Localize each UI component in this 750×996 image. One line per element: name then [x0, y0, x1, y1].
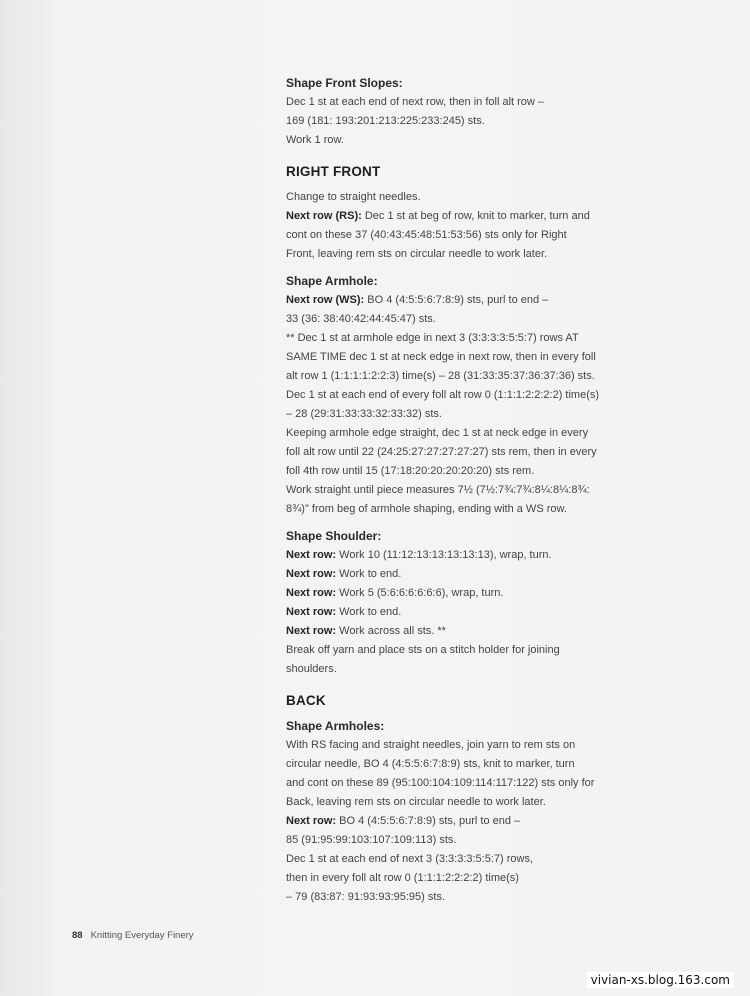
text-line: Work straight until piece measures 7½ (7½:7¾:7¾:8¼:8¼:8¾: — [286, 484, 590, 496]
book-title: Knitting Everyday Finery — [90, 930, 194, 941]
text-line — [286, 207, 686, 226]
text-line — [286, 603, 686, 622]
text-line: With RS facing and straight needles, join yarn to rem sts on — [286, 739, 576, 751]
row-text: Work 5 (5:6:6:6:6:6:6), wrap, turn. — [336, 587, 504, 599]
text-line — [286, 584, 686, 603]
row-text: BO 4 (4:5:5:6:7:8:9) sts, purl to end – — [336, 815, 521, 827]
text-line — [286, 546, 686, 565]
row-text: Work 10 (11:12:13:13:13:13:13), wrap, turn. — [336, 549, 552, 561]
text-line: alt row 1 (1:1:1:1:2:2:3) time(s) – 28 (31:33:35:37:36:37:36) sts. — [286, 370, 595, 382]
text-line: 33 (36: 38:40:42:44:45:47) sts. — [286, 313, 436, 325]
text-line: Dec 1 st at each end of every foll alt row 0 (1:1:1:2:2:2:2) time(s) — [286, 389, 600, 401]
text-line: 169 (181: 193:201:213:225:233:245) sts. — [286, 115, 485, 127]
text-line: Keeping armhole edge straight, dec 1 st at neck edge in every — [286, 427, 589, 439]
text-line: and cont on these 89 (95:100:104:109:114:117:122) sts only for — [286, 777, 595, 789]
heading-shape-front-slopes: Shape Front Slopes: — [286, 76, 403, 90]
text-line: – 79 (83:87: 91:93:93:95:95) sts. — [286, 891, 446, 903]
page-footer — [72, 930, 194, 941]
text-line: SAME TIME dec 1 st at neck edge in next row, then in every foll — [286, 351, 596, 363]
row-text: Dec 1 st at beg of row, knit to marker, turn and — [361, 210, 590, 222]
heading-shape-shoulder: Shape Shoulder: — [286, 529, 382, 543]
text-line: Change to straight needles. — [286, 191, 421, 203]
text-line: foll 4th row until 15 (17:18:20:20:20:20:20) sts rem. — [286, 465, 535, 477]
text-line: 85 (91:95:99:103:107:109:113) sts. — [286, 834, 457, 846]
row-text: Work across all sts. ** — [336, 625, 446, 637]
heading-shape-armholes: Shape Armholes: — [286, 719, 385, 733]
row-label: Next row: — [286, 815, 337, 827]
section-title-back: BACK — [286, 693, 326, 708]
pattern-text — [286, 74, 686, 907]
text-line: shoulders. — [286, 663, 337, 675]
heading-shape-armhole: Shape Armhole: — [286, 274, 378, 288]
text-line: – 28 (29:31:33:33:32:33:32) sts. — [286, 408, 442, 420]
row-label: Next row: — [286, 568, 337, 580]
row-label: Next row (RS): — [286, 210, 362, 222]
text-line: foll alt row until 22 (24:25:27:27:27:27:27) sts rem, then in every — [286, 446, 597, 458]
text-line: ** Dec 1 st at armhole edge in next 3 (3:3:3:3:5:5:7) rows AT — [286, 332, 579, 344]
text-line: Front, leaving rem sts on circular needle to work later. — [286, 248, 548, 260]
text-line: Dec 1 st at each end of next 3 (3:3:3:3:5:5:7) rows, — [286, 853, 534, 865]
row-label: Next row: — [286, 587, 337, 599]
text-line: Dec 1 st at each end of next row, then in foll alt row – — [286, 96, 545, 108]
text-line: circular needle, BO 4 (4:5:5:6:7:8:9) sts, knit to marker, turn — [286, 758, 575, 770]
row-label: Next row: — [286, 549, 337, 561]
text-line: Work 1 row. — [286, 134, 344, 146]
text-line: Back, leaving rem sts on circular needle to work later. — [286, 796, 546, 808]
row-label: Next row: — [286, 606, 337, 618]
row-label: Next row: — [286, 625, 337, 637]
text-line: 8¾)" from beg of armhole shaping, ending with a WS row. — [286, 503, 567, 515]
row-text: Work to end. — [336, 568, 402, 580]
text-line — [286, 291, 686, 310]
row-text: Work to end. — [336, 606, 402, 618]
text-line: cont on these 37 (40:43:45:48:51:53:56) sts only for Right — [286, 229, 567, 241]
row-text: BO 4 (4:5:5:6:7:8:9) sts, purl to end – — [364, 294, 549, 306]
section-title-right-front: RIGHT FRONT — [286, 164, 381, 179]
text-line: then in every foll alt row 0 (1:1:1:2:2:2:2) time(s) — [286, 872, 519, 884]
row-label: Next row (WS): — [286, 294, 365, 306]
watermark: vivian-xs.blog.163.com — [587, 972, 734, 988]
text-line: Break off yarn and place sts on a stitch holder for joining — [286, 644, 560, 656]
text-line — [286, 812, 686, 831]
text-line — [286, 565, 686, 584]
text-line — [286, 622, 686, 641]
page-number: 88 — [72, 930, 83, 941]
